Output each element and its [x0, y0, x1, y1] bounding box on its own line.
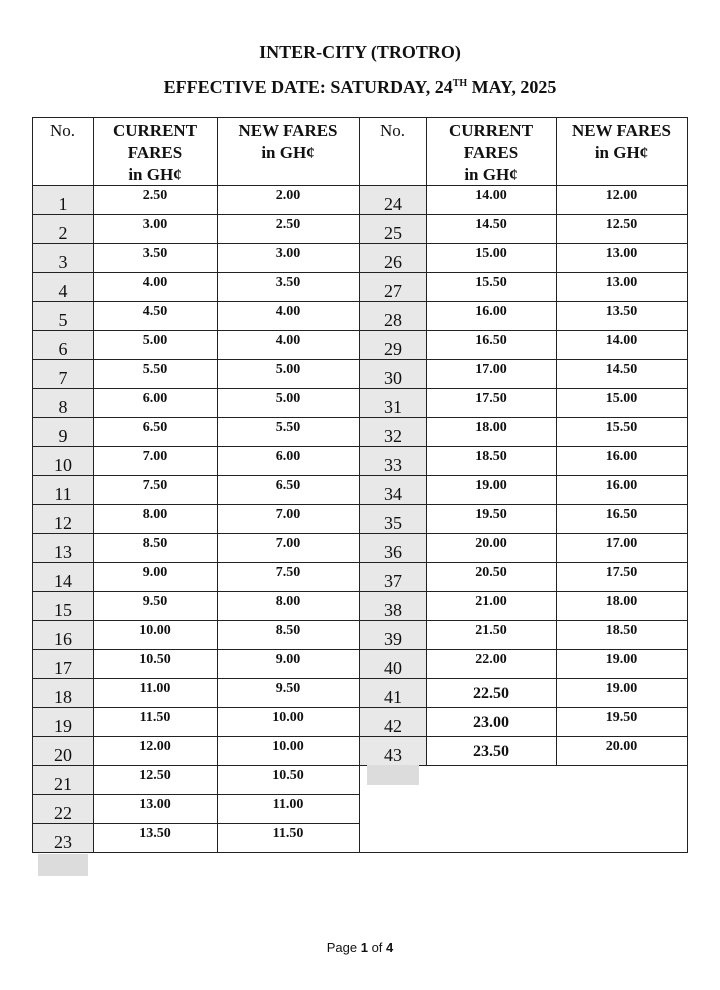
grid-line: [32, 765, 360, 766]
new-fare: 10.00: [272, 710, 304, 725]
current-fare: 19.50: [475, 507, 507, 522]
new-fare: 17.50: [605, 565, 638, 580]
row-number-text: 4: [58, 281, 68, 301]
new-fare: 9.00: [275, 652, 301, 667]
row-number: [360, 505, 426, 534]
row-number: [33, 331, 93, 360]
header-current-fares-line: CURRENT: [448, 121, 534, 140]
header-no: No.: [379, 121, 406, 140]
grid-line: [32, 272, 360, 273]
current-fare: 7.50: [142, 478, 168, 493]
grid-line: [32, 736, 360, 737]
grid-line: [32, 446, 360, 447]
grid-line: [359, 852, 688, 853]
grid-line: [32, 117, 33, 852]
row-number-text: 27: [384, 281, 402, 301]
row-number-text: 39: [384, 629, 402, 649]
row-number: [33, 737, 93, 766]
grid-line: [32, 649, 360, 650]
row-number-text: 11: [54, 484, 72, 504]
grid-line: [556, 117, 557, 765]
row-number: [33, 418, 93, 447]
current-fare: 18.00: [475, 420, 507, 435]
header-new-fares-line: NEW FARES: [571, 121, 672, 140]
new-fare: 12.50: [605, 217, 638, 232]
header-new-fares: [556, 120, 687, 164]
new-fare: 19.00: [605, 652, 638, 667]
current-fare: 9.50: [142, 594, 168, 609]
row-number-text: 40: [384, 658, 402, 678]
current-fare: 6.50: [142, 420, 168, 435]
grid-line: [32, 707, 360, 708]
grid-line: [32, 475, 360, 476]
grid-line: [32, 504, 360, 505]
new-fare: 14.50: [605, 362, 638, 377]
row-number: [33, 592, 93, 621]
row-number-text: 37: [384, 571, 402, 591]
grid-line: [359, 243, 688, 244]
row-number: [33, 302, 93, 331]
shaded-block: [38, 854, 88, 876]
new-fare: 2.00: [275, 188, 301, 203]
header-current-fares-line: CURRENT: [112, 121, 198, 140]
grid-line: [32, 185, 688, 186]
header-new-fares: [217, 120, 359, 164]
current-fare: 4.00: [142, 275, 168, 290]
row-number: [33, 360, 93, 389]
new-fare: 6.00: [275, 449, 301, 464]
current-fare: 17.50: [475, 391, 507, 406]
new-fare: 18.50: [605, 623, 638, 638]
new-fare: 6.50: [275, 478, 301, 493]
row-number: [33, 534, 93, 563]
new-fare: 11.00: [272, 797, 304, 812]
current-fare: 7.00: [142, 449, 168, 464]
row-number: [360, 650, 426, 679]
header-current-fares: [426, 120, 556, 186]
current-fare: 9.00: [142, 565, 168, 580]
new-fare: 15.50: [605, 420, 638, 435]
current-fare: 11.50: [139, 710, 171, 725]
row-number-text: 21: [54, 774, 72, 794]
new-fare: 10.50: [272, 768, 304, 783]
grid-line: [32, 591, 360, 592]
grid-line: [32, 794, 360, 795]
row-number: [360, 186, 426, 215]
current-fare: 19.00: [475, 478, 507, 493]
header-current-fares: [93, 120, 217, 186]
row-number: [360, 244, 426, 273]
row-number: [33, 389, 93, 418]
current-fare: 3.00: [142, 217, 168, 232]
new-fare: 20.00: [605, 739, 638, 754]
header-current-fares-line: FARES: [463, 143, 519, 162]
grid-line: [359, 417, 688, 418]
row-number-text: 22: [54, 803, 72, 823]
row-number-text: 41: [384, 687, 402, 707]
document-title: INTER-CITY (TROTRO): [259, 42, 461, 62]
row-number-text: 16: [54, 629, 72, 649]
new-fare: 13.50: [605, 304, 638, 319]
row-number-text: 2: [58, 223, 68, 243]
row-number-text: 35: [384, 513, 402, 533]
new-fare: 2.50: [275, 217, 301, 232]
row-number-text: 15: [54, 600, 72, 620]
new-fare: 16.00: [605, 449, 638, 464]
row-number: [360, 302, 426, 331]
row-number: [33, 795, 93, 824]
new-fare: 8.00: [275, 594, 301, 609]
grid-line: [359, 475, 688, 476]
row-number-text: 42: [384, 716, 402, 736]
header-current-fares-line: in GH¢: [464, 165, 518, 184]
row-number-text: 24: [384, 194, 402, 214]
row-number-text: 28: [384, 310, 402, 330]
new-fare: 5.50: [275, 420, 301, 435]
grid-line: [32, 678, 360, 679]
row-number-text: 38: [384, 600, 402, 620]
current-fare: 13.50: [139, 826, 171, 841]
header-new-fares-line: NEW FARES: [238, 121, 338, 140]
current-fare: 4.50: [142, 304, 168, 319]
row-number: [360, 592, 426, 621]
current-fare: 21.00: [475, 594, 507, 609]
current-fare: 6.00: [142, 391, 168, 406]
current-fare: 17.00: [475, 362, 507, 377]
row-number: [360, 331, 426, 360]
new-fare: 16.50: [605, 507, 638, 522]
new-fare: 19.50: [605, 710, 638, 725]
current-fare: 13.00: [139, 797, 171, 812]
row-number: [33, 447, 93, 476]
new-fare: 11.50: [272, 826, 304, 841]
row-number-text: 43: [384, 745, 402, 765]
grid-line: [359, 214, 688, 215]
row-number: [360, 215, 426, 244]
header-new-fares-line: in GH¢: [261, 143, 315, 162]
row-number: [33, 824, 93, 853]
grid-line: [359, 649, 688, 650]
row-number: [33, 505, 93, 534]
grid-line: [32, 823, 360, 824]
current-fare: 10.50: [139, 652, 171, 667]
new-fare: 18.00: [605, 594, 638, 609]
row-number-text: 10: [54, 455, 72, 475]
grid-line: [359, 504, 688, 505]
row-number-text: 18: [54, 687, 72, 707]
row-number-text: 14: [54, 571, 72, 591]
current-fare: 16.00: [475, 304, 507, 319]
grid-line: [32, 359, 360, 360]
new-fare: 4.00: [275, 333, 301, 348]
row-number: [33, 186, 93, 215]
new-fare: 12.00: [605, 188, 638, 203]
row-number-text: 33: [384, 455, 402, 475]
grid-line: [359, 533, 688, 534]
row-number: [33, 563, 93, 592]
current-fare: 5.50: [142, 362, 168, 377]
new-fare: 5.00: [275, 362, 301, 377]
current-fare: 18.50: [475, 449, 507, 464]
row-number: [360, 273, 426, 302]
current-fare: 20.50: [475, 565, 507, 580]
row-number: [33, 679, 93, 708]
header-no: No.: [49, 121, 76, 140]
row-number-text: 23: [54, 832, 72, 852]
grid-line: [359, 359, 688, 360]
new-fare: 13.00: [605, 275, 638, 290]
current-fare: 16.50: [475, 333, 507, 348]
new-fare: 16.00: [605, 478, 638, 493]
current-fare: 22.00: [475, 652, 507, 667]
row-number: [33, 273, 93, 302]
page-footer: Page 1 of 4: [326, 940, 394, 955]
new-fare: 7.50: [275, 565, 301, 580]
grid-line: [359, 678, 688, 679]
row-number: [360, 447, 426, 476]
new-fare: 7.00: [275, 507, 301, 522]
current-fare: 20.00: [475, 536, 507, 551]
new-fare: 10.00: [272, 739, 304, 754]
grid-line: [359, 330, 688, 331]
grid-line: [93, 117, 94, 852]
new-fare: 8.50: [275, 623, 301, 638]
row-number-text: 3: [58, 252, 68, 272]
new-fare: 3.00: [275, 246, 301, 261]
grid-line: [359, 446, 688, 447]
current-fare: 8.00: [142, 507, 168, 522]
current-fare: 21.50: [475, 623, 507, 638]
current-fare: 14.50: [475, 217, 507, 232]
grid-line: [32, 620, 360, 621]
current-fare: 12.50: [139, 768, 171, 783]
grid-line: [359, 388, 688, 389]
row-number-text: 31: [384, 397, 402, 417]
current-fare: 23.00: [473, 714, 509, 731]
row-number: [360, 389, 426, 418]
grid-line: [32, 330, 360, 331]
row-number-text: 12: [54, 513, 72, 533]
shaded-block: [367, 765, 419, 785]
current-fare: 15.50: [475, 275, 507, 290]
current-fare: 11.00: [139, 681, 171, 696]
grid-line: [426, 117, 427, 765]
header-current-fares-line: in GH¢: [128, 165, 182, 184]
row-number: [360, 534, 426, 563]
current-fare: 10.00: [139, 623, 171, 638]
row-number: [360, 476, 426, 505]
new-fare: 7.00: [275, 536, 301, 551]
grid-line: [32, 562, 360, 563]
row-number-text: 8: [58, 397, 68, 417]
row-number-text: 1: [58, 194, 68, 214]
row-number-text: 20: [54, 745, 72, 765]
grid-line: [32, 301, 360, 302]
grid-line: [359, 301, 688, 302]
grid-line: [359, 591, 688, 592]
current-fare: 12.00: [139, 739, 171, 754]
grid-line: [32, 243, 360, 244]
current-fare: 23.50: [473, 743, 509, 760]
new-fare: 3.50: [275, 275, 301, 290]
row-number-text: 34: [384, 484, 402, 504]
effective-date: EFFECTIVE DATE: SATURDAY, 24TH MAY, 2025: [163, 77, 557, 97]
current-fare: 14.00: [475, 188, 507, 203]
row-number: [360, 360, 426, 389]
grid-line: [32, 388, 360, 389]
grid-line: [32, 417, 360, 418]
current-fare: 8.50: [142, 536, 168, 551]
grid-line: [359, 272, 688, 273]
row-number: [33, 708, 93, 737]
row-number-text: 7: [58, 368, 68, 388]
new-fare: 17.00: [605, 536, 638, 551]
current-fare: 15.00: [475, 246, 507, 261]
current-fare: 2.50: [142, 188, 168, 203]
row-number: [360, 621, 426, 650]
row-number: [33, 650, 93, 679]
row-number-text: 36: [384, 542, 402, 562]
row-number: [360, 708, 426, 737]
row-number-text: 9: [58, 426, 68, 446]
new-fare: 9.50: [275, 681, 301, 696]
row-number: [33, 244, 93, 273]
row-number-text: 6: [58, 339, 68, 359]
new-fare: 19.00: [605, 681, 638, 696]
grid-line: [32, 214, 360, 215]
grid-line: [32, 852, 360, 853]
row-number-text: 26: [384, 252, 402, 272]
row-number-text: 30: [384, 368, 402, 388]
row-number: [33, 215, 93, 244]
row-number: [360, 679, 426, 708]
grid-line: [32, 533, 360, 534]
grid-line: [359, 620, 688, 621]
new-fare: 5.00: [275, 391, 301, 406]
row-number: [33, 766, 93, 795]
grid-line: [359, 117, 360, 852]
new-fare: 15.00: [605, 391, 638, 406]
row-number: [33, 621, 93, 650]
row-number: [33, 476, 93, 505]
row-number-text: 13: [54, 542, 72, 562]
row-number: [360, 418, 426, 447]
header-current-fares-line: FARES: [127, 143, 183, 162]
new-fare: 4.00: [275, 304, 301, 319]
grid-line: [687, 117, 688, 852]
row-number-text: 29: [384, 339, 402, 359]
row-number-text: 19: [54, 716, 72, 736]
current-fare: 3.50: [142, 246, 168, 261]
current-fare: 5.00: [142, 333, 168, 348]
grid-line: [359, 736, 688, 737]
grid-line: [217, 117, 218, 852]
row-number-text: 25: [384, 223, 402, 243]
current-fare: 22.50: [473, 685, 509, 702]
grid-line: [32, 117, 688, 118]
row-number-text: 32: [384, 426, 402, 446]
row-number: [360, 563, 426, 592]
grid-line: [359, 707, 688, 708]
new-fare: 13.00: [605, 246, 638, 261]
row-number: [360, 737, 426, 766]
header-new-fares-line: in GH¢: [594, 143, 649, 162]
row-number-text: 5: [58, 310, 68, 330]
row-number-text: 17: [54, 658, 72, 678]
new-fare: 14.00: [605, 333, 638, 348]
grid-line: [359, 562, 688, 563]
